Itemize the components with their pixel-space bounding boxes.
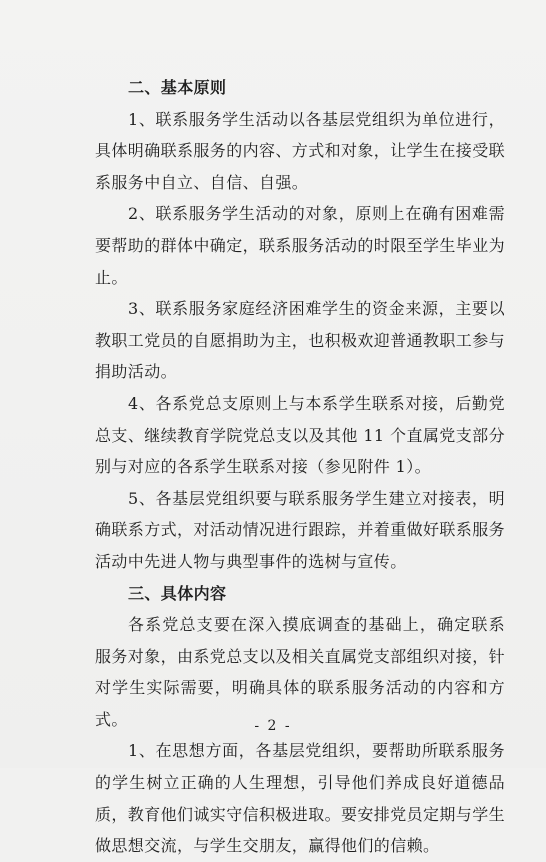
section-heading-basic-principles: 二、基本原则 bbox=[128, 78, 227, 97]
section-heading-specific-content: 三、具体内容 bbox=[128, 583, 227, 603]
paragraph-1: 1、联系服务学生活动以各基层党组织为单位进行，具体明确联系服务的内容、方式和对象，让学生在接受联系服务中自立、自信、自强。 bbox=[95, 109, 506, 192]
page-number: - 2 - bbox=[254, 718, 292, 734]
paragraph-5: 5、各基层党组织要与联系服务学生建立对接表，明确联系方式，对活动情况进行跟踪，并着重做好联系服务活动中先进人物与典型事件的选树与宣传。 bbox=[95, 488, 506, 571]
paragraph-7: 1、在思想方面，各基层党组织，要帮助所联系服务的学生树立正确的人生理想，引导他们养成良好道德品质，教育他们诚实守信积极进取。要安排党员定期与学生做思想交流，与学生交朋友，赢得他们的信赖。 bbox=[95, 741, 506, 856]
paragraph-4: 4、各系党总支原则上与本系学生联系对接，后勤党总支、继续教育学院党总支以及其他 11 个直属党支部分别与对应的各系学生联系对接（参见附件 1）。 bbox=[95, 393, 505, 477]
paragraph-2: 2、联系服务学生活动的对象，原则上在确有困难需要帮助的群体中确定，联系服务活动的时限至学生毕业为止。 bbox=[95, 204, 506, 287]
paragraph-3: 3、联系服务家庭经济困难学生的资金来源，主要以教职工党员的自愿捐助为主，也积极欢迎普通教职工参与捐助活动。 bbox=[95, 299, 506, 382]
paragraph-6: 各系党总支要在深入摸底调查的基础上，确定联系服务对象，由系党总支以及相关直属党支部组织对接，针对学生实际需要，明确具体的联系服务活动的内容和方式。 bbox=[95, 615, 506, 729]
document-body bbox=[95, 72, 505, 862]
